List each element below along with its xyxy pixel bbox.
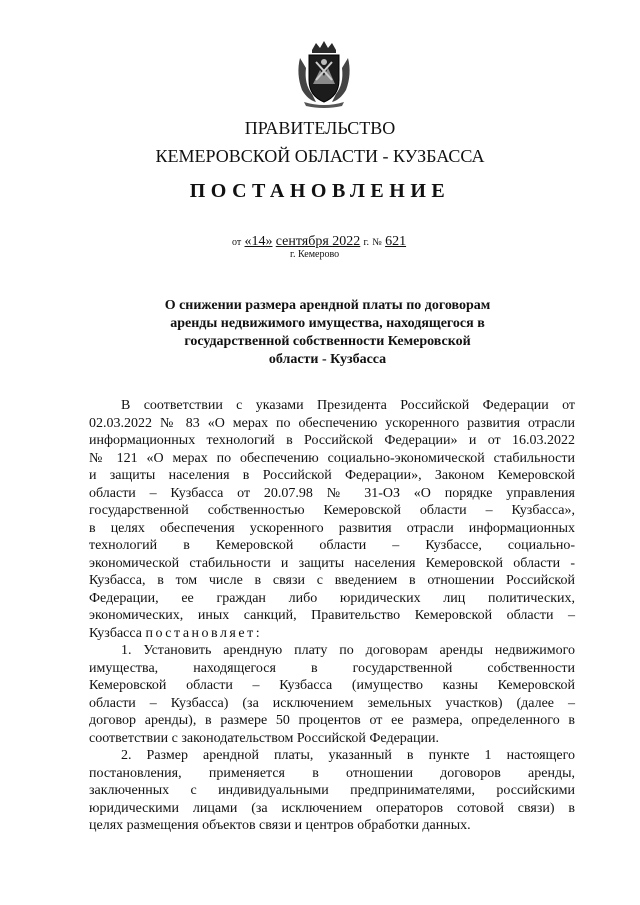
resolves-word: постановляет: [145,625,263,641]
body-line: и защиты населения в Российской Федерации», Законом Кемеровской [89,468,575,483]
body-line: Федерации, ее граждан либо юридических лиц политических, [89,590,575,606]
document-title [150,297,505,369]
document-body [89,397,575,835]
title-line: государственной собственности Кемеровской [184,334,471,349]
title-line: О снижении размера арендной платы по договорам [164,298,491,313]
body-line: Кемеровской области – Кузбасса (имущество казны Кемеровской [89,678,575,693]
body-line: государственной собственностью Кемеровской области – Кузбасса», [89,503,575,518]
body-line: информационных технологий в Российской Федерации» и от 16.03.2022 [89,433,575,448]
body-line: договор аренды), в размере 50 процентов от ее размера, определенного в [89,713,575,728]
document-date-number [232,233,406,250]
body-line: 02.03.2022 № 83 «О мерах по обеспечению ускоренного развития отрасли [89,415,575,431]
body-line: области – Кузбасса) (за исключением земельных участков) (далее – [89,695,575,711]
date-month-year: сентября 2022 [275,234,361,249]
document-type-heading: ПОСТАНОВЛЕНИЕ [189,180,451,202]
document-city: г. Кемерово [290,249,340,260]
date-close-quote: » [265,234,273,249]
body-line: № 121 «О мерах по обеспечению социально-экономической стабильности [89,450,575,466]
body-line: В соответствии с указами Президента Российской Федерации от [121,398,575,413]
body-line: имущества, находящегося в государственной собственности [89,660,575,676]
body-line: заключенных с индивидуальными предпринимателями, российскими [89,783,575,798]
body-line: экономической стабильности и защиты населения Кемеровской области - [89,555,575,571]
number-prefix: № [372,237,382,248]
title-line: области - Кузбасса [268,352,387,367]
title-line: аренды недвижимого имущества, находящегося в [170,316,485,331]
document-number: 621 [385,234,407,249]
organization-name-line1: ПРАВИТЕЛЬСТВО [244,118,396,138]
body-line: Кузбасса [89,625,142,641]
body-line: области – Кузбасса от 20.07.98 № 31-ОЗ «О порядке управления [89,485,575,501]
date-year-suffix: г. [363,237,370,248]
date-from-prefix: от [232,237,242,248]
body-line-resolves [89,625,575,643]
date-day: 14 [251,234,266,249]
kemerovo-coat-of-arms-icon [294,40,354,108]
body-line: экономических, иных санкций, Правительство Кемеровской области – [89,608,575,623]
body-line: технологий в Кемеровской области – Кузбассе, социально- [89,538,575,553]
body-line: 1. Установить арендную плату по договорам аренды недвижимого [121,643,575,658]
date-open-quote: « [244,234,252,249]
body-line: Кузбасса, в том числе в связи с введением в отношении Российской [89,573,575,588]
body-line: 2. Размер арендной платы, указанный в пункте 1 настоящего [121,748,575,763]
organization-name-line2: КЕМЕРОВСКОЙ ОБЛАСТИ - КУЗБАССА [155,146,485,166]
body-line: постановления, применяется в отношении договоров аренды, [89,765,575,781]
body-line: целях размещения объектов связи и центров обработки данных. [89,818,471,833]
body-line: в целях обеспечения ускоренного развития отрасли информационных [89,520,575,536]
body-line: юридическими лицами (за исключением операторов сотовой связи) в [89,800,575,816]
body-line: соответствии с законодательством Российской Федерации. [89,730,439,746]
